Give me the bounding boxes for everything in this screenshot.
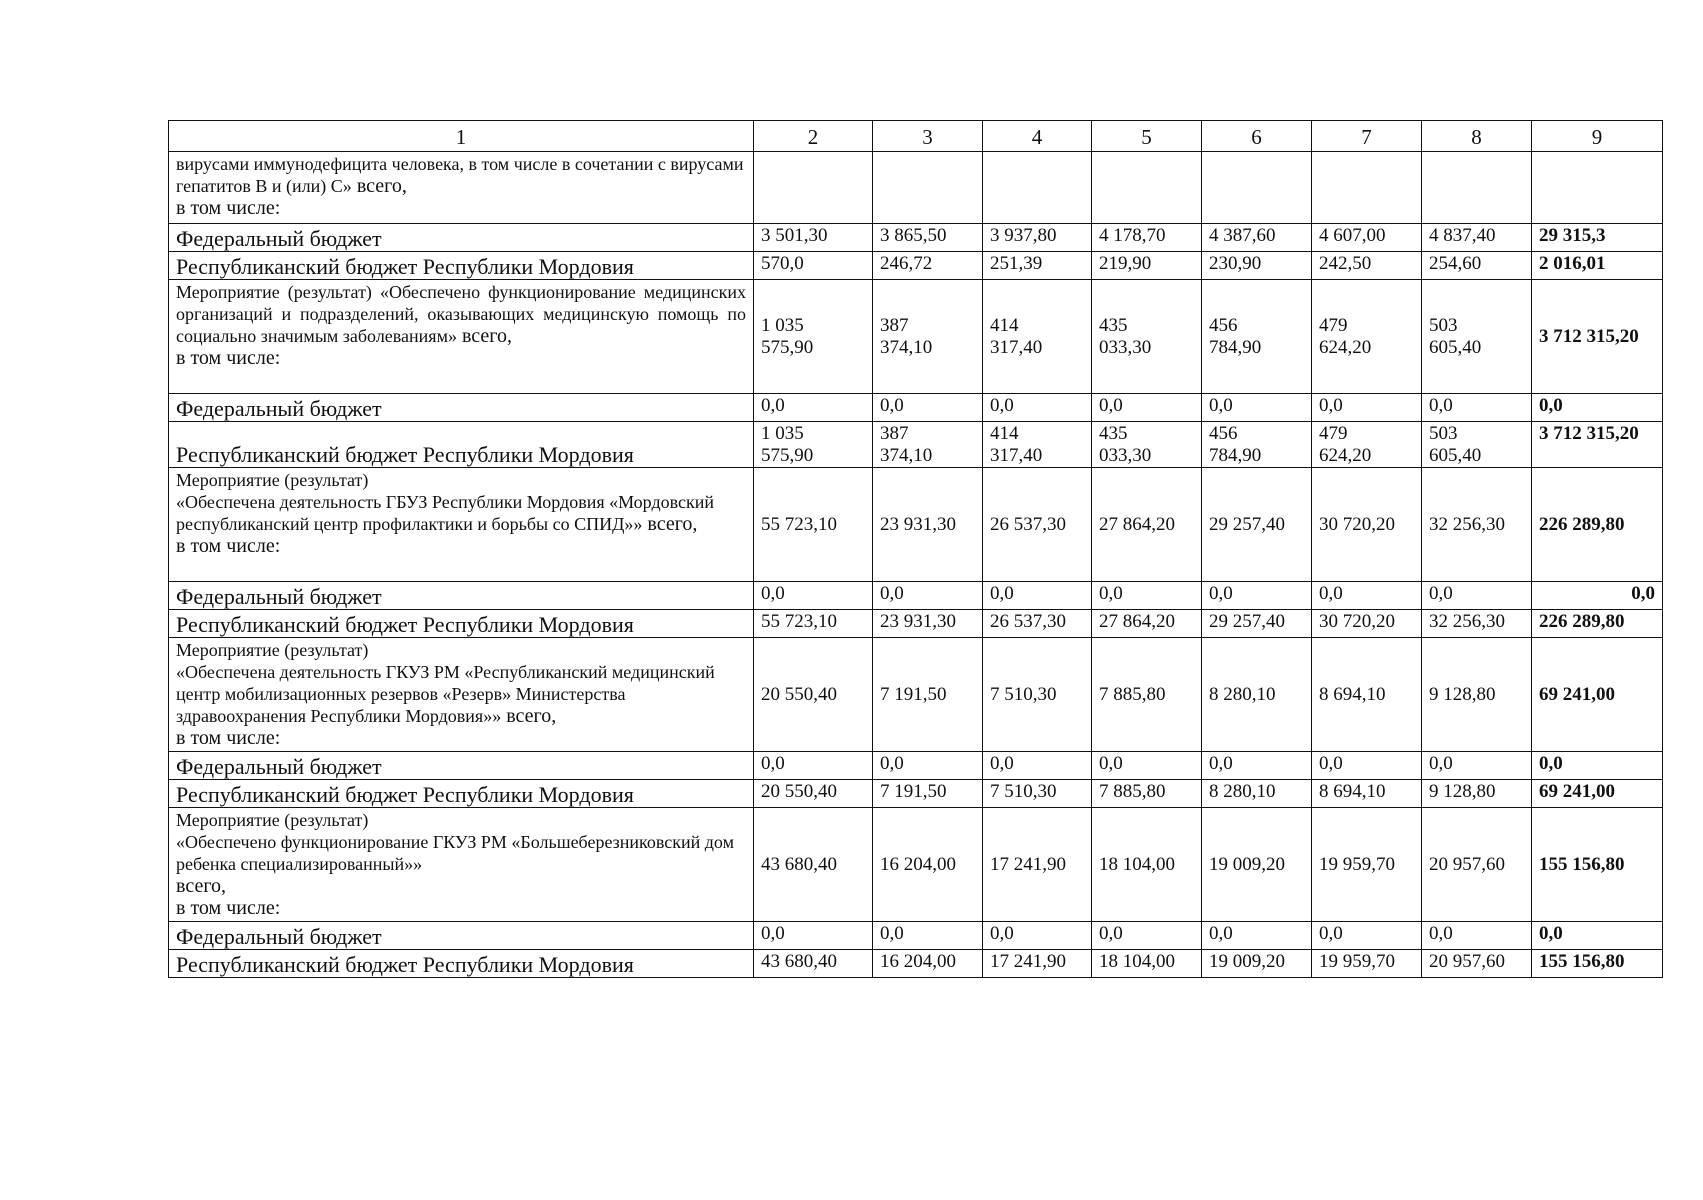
value-cell: 0,0 <box>1202 394 1312 422</box>
value-cell: 4 837,40 <box>1422 224 1532 252</box>
value-cell: 16 204,00 <box>873 950 983 978</box>
activity-label: Мероприятие (результат) «Обеспечено функционирование медицинских организаций и подразделений, оказывающих медицинскую помощь по социально значимым заболеваниям» <box>176 282 746 346</box>
value-cell: 16 204,00 <box>873 808 983 922</box>
value-cell: 0,0 <box>1312 752 1422 780</box>
value-cell: 26 537,30 <box>983 610 1092 638</box>
table-row <box>169 808 1663 922</box>
value-cell: 0,0 <box>873 922 983 950</box>
value-cell: 0,0 <box>983 922 1092 950</box>
value-cell: 23 931,30 <box>873 610 983 638</box>
value-cell: 32 256,30 <box>1422 468 1532 582</box>
activity-total-label: всего, <box>642 513 698 535</box>
value-cell: 55 723,10 <box>754 610 873 638</box>
table-row <box>169 152 1663 224</box>
header-cell: 4 <box>983 121 1092 152</box>
value-cell: 435 033,30 <box>1092 422 1202 468</box>
activity-sub-label: в том числе: <box>176 897 281 919</box>
table-row <box>169 950 1663 978</box>
value-cell: 219,90 <box>1092 252 1202 280</box>
value-cell: 30 720,20 <box>1312 610 1422 638</box>
value-cell: 246,72 <box>873 252 983 280</box>
table-row <box>169 780 1663 808</box>
budget-source-label: Федеральный бюджет <box>169 922 754 950</box>
activity-description <box>169 468 754 582</box>
value-cell: 26 537,30 <box>983 468 1092 582</box>
value-cell: 7 885,80 <box>1092 638 1202 752</box>
value-cell: 29 257,40 <box>1202 468 1312 582</box>
table-row <box>169 468 1663 582</box>
value-cell: 17 241,90 <box>983 950 1092 978</box>
value-cell: 0,0 <box>1422 582 1532 610</box>
activity-label: Мероприятие (результат) «Обеспечено функционирование ГКУЗ РМ «Большеберезниковский дом ребенка специализированный»» <box>176 810 734 874</box>
value-cell: 18 104,00 <box>1092 808 1202 922</box>
value-cell: 0,0 <box>1422 752 1532 780</box>
value-cell: 7 885,80 <box>1092 780 1202 808</box>
value-cell: 0,0 <box>1092 752 1202 780</box>
value-cell: 19 959,70 <box>1312 950 1422 978</box>
value-cell <box>1092 152 1202 224</box>
value-cell: 414 317,40 <box>983 422 1092 468</box>
table-row <box>169 922 1663 950</box>
value-cell: 0,0 <box>1312 394 1422 422</box>
header-cell: 9 <box>1532 121 1663 152</box>
activity-sub-label: в том числе: <box>176 197 281 219</box>
table-row <box>169 610 1663 638</box>
activity-description <box>169 808 754 922</box>
value-cell: 8 280,10 <box>1202 638 1312 752</box>
budget-source-label: Федеральный бюджет <box>169 582 754 610</box>
activity-sub-label: в том числе: <box>176 727 281 749</box>
value-cell: 0,0 <box>873 394 983 422</box>
header-cell: 3 <box>873 121 983 152</box>
total-value-cell: 3 712 315,20 <box>1532 280 1663 394</box>
total-value-cell: 155 156,80 <box>1532 808 1663 922</box>
value-cell <box>1202 152 1312 224</box>
activity-description <box>169 280 754 394</box>
value-cell: 9 128,80 <box>1422 780 1532 808</box>
value-cell: 19 009,20 <box>1202 950 1312 978</box>
value-cell: 0,0 <box>873 582 983 610</box>
value-cell: 7 510,30 <box>983 780 1092 808</box>
header-cell: 6 <box>1202 121 1312 152</box>
value-cell: 503 605,40 <box>1422 422 1532 468</box>
value-cell: 0,0 <box>983 752 1092 780</box>
value-cell: 230,90 <box>1202 252 1312 280</box>
header-cell: 1 <box>169 121 754 152</box>
budget-table <box>168 120 1663 978</box>
value-cell: 7 510,30 <box>983 638 1092 752</box>
table-row <box>169 422 1663 468</box>
value-cell: 479 624,20 <box>1312 280 1422 394</box>
value-cell: 20 957,60 <box>1422 950 1532 978</box>
value-cell <box>983 152 1092 224</box>
value-cell: 19 959,70 <box>1312 808 1422 922</box>
value-cell: 7 191,50 <box>873 638 983 752</box>
table-row <box>169 224 1663 252</box>
total-value-cell: 226 289,80 <box>1532 468 1663 582</box>
total-value-cell: 226 289,80 <box>1532 610 1663 638</box>
budget-source-label: Республиканский бюджет Республики Мордовия <box>169 422 754 468</box>
value-cell: 20 550,40 <box>754 638 873 752</box>
value-cell: 4 178,70 <box>1092 224 1202 252</box>
header-cell: 5 <box>1092 121 1202 152</box>
value-cell: 242,50 <box>1312 252 1422 280</box>
value-cell: 3 937,80 <box>983 224 1092 252</box>
value-cell: 4 387,60 <box>1202 224 1312 252</box>
activity-description <box>169 638 754 752</box>
budget-source-label: Республиканский бюджет Республики Мордовия <box>169 610 754 638</box>
value-cell: 8 694,10 <box>1312 780 1422 808</box>
value-cell: 387 374,10 <box>873 422 983 468</box>
budget-source-label: Республиканский бюджет Республики Мордовия <box>169 252 754 280</box>
value-cell: 32 256,30 <box>1422 610 1532 638</box>
total-value-cell: 2 016,01 <box>1532 252 1663 280</box>
value-cell: 0,0 <box>1312 582 1422 610</box>
total-value-cell: 29 315,3 <box>1532 224 1663 252</box>
activity-total-label: всего, <box>176 875 227 897</box>
activity-sub-label: в том числе: <box>176 347 281 369</box>
table-row <box>169 280 1663 394</box>
header-cell: 7 <box>1312 121 1422 152</box>
value-cell: 4 607,00 <box>1312 224 1422 252</box>
table-row <box>169 638 1663 752</box>
value-cell: 0,0 <box>1092 394 1202 422</box>
value-cell: 0,0 <box>754 752 873 780</box>
table-row <box>169 252 1663 280</box>
table-row <box>169 582 1663 610</box>
value-cell: 0,0 <box>1092 582 1202 610</box>
value-cell: 456 784,90 <box>1202 422 1312 468</box>
activity-total-label: всего, <box>456 325 513 347</box>
value-cell: 19 009,20 <box>1202 808 1312 922</box>
value-cell: 3 501,30 <box>754 224 873 252</box>
total-value-cell: 0,0 <box>1532 752 1663 780</box>
value-cell: 20 550,40 <box>754 780 873 808</box>
value-cell: 435 033,30 <box>1092 280 1202 394</box>
activity-total-label: всего, <box>501 705 557 727</box>
value-cell: 20 957,60 <box>1422 808 1532 922</box>
value-cell: 0,0 <box>983 394 1092 422</box>
budget-source-label: Республиканский бюджет Республики Мордовия <box>169 780 754 808</box>
value-cell: 43 680,40 <box>754 950 873 978</box>
value-cell: 503 605,40 <box>1422 280 1532 394</box>
total-value-cell: 3 712 315,20 <box>1532 422 1663 468</box>
total-value-cell: 155 156,80 <box>1532 950 1663 978</box>
value-cell: 251,39 <box>983 252 1092 280</box>
value-cell: 570,0 <box>754 252 873 280</box>
activity-label: Мероприятие (результат) «Обеспечена деятельность ГКУЗ РМ «Республиканский медицинский центр мобилизационных резервов «Резерв» Министерства здравоохранения Республики Мордовия»» <box>176 640 715 726</box>
value-cell: 414 317,40 <box>983 280 1092 394</box>
value-cell: 0,0 <box>1312 922 1422 950</box>
header-cell: 8 <box>1422 121 1532 152</box>
value-cell: 8 694,10 <box>1312 638 1422 752</box>
header-row <box>169 121 1663 152</box>
value-cell: 30 720,20 <box>1312 468 1422 582</box>
value-cell: 0,0 <box>754 394 873 422</box>
value-cell: 7 191,50 <box>873 780 983 808</box>
value-cell: 0,0 <box>1422 922 1532 950</box>
total-value-cell <box>1532 152 1663 224</box>
value-cell: 0,0 <box>1202 752 1312 780</box>
total-value-cell: 69 241,00 <box>1532 638 1663 752</box>
activity-label: Мероприятие (результат) «Обеспечена деятельность ГБУЗ Республики Мордовия «Мордовский республиканский центр профилактики и борьбы со СПИД»» <box>176 470 714 534</box>
value-cell: 27 864,20 <box>1092 610 1202 638</box>
total-value-cell: 0,0 <box>1532 922 1663 950</box>
budget-source-label: Федеральный бюджет <box>169 394 754 422</box>
value-cell: 29 257,40 <box>1202 610 1312 638</box>
value-cell: 0,0 <box>1202 582 1312 610</box>
value-cell: 55 723,10 <box>754 468 873 582</box>
value-cell: 0,0 <box>1202 922 1312 950</box>
value-cell: 27 864,20 <box>1092 468 1202 582</box>
value-cell: 23 931,30 <box>873 468 983 582</box>
value-cell: 17 241,90 <box>983 808 1092 922</box>
value-cell: 0,0 <box>983 582 1092 610</box>
activity-label: вирусами иммунодефицита человека, в том числе в сочетании с вирусами гепатитов B и (или) C» <box>176 154 744 196</box>
total-value-cell: 0,0 <box>1532 394 1663 422</box>
value-cell: 1 035 575,90 <box>754 280 873 394</box>
budget-source-label: Федеральный бюджет <box>169 752 754 780</box>
header-cell: 2 <box>754 121 873 152</box>
value-cell <box>873 152 983 224</box>
value-cell: 3 865,50 <box>873 224 983 252</box>
budget-source-label: Республиканский бюджет Республики Мордовия <box>169 950 754 978</box>
value-cell: 1 035 575,90 <box>754 422 873 468</box>
value-cell: 387 374,10 <box>873 280 983 394</box>
table-body <box>169 121 1663 978</box>
value-cell <box>1312 152 1422 224</box>
activity-sub-label: в том числе: <box>176 535 281 557</box>
total-value-cell: 0,0 <box>1532 582 1663 610</box>
value-cell: 43 680,40 <box>754 808 873 922</box>
value-cell: 0,0 <box>754 582 873 610</box>
value-cell: 0,0 <box>1422 394 1532 422</box>
value-cell: 18 104,00 <box>1092 950 1202 978</box>
activity-description <box>169 152 754 224</box>
budget-source-label: Федеральный бюджет <box>169 224 754 252</box>
value-cell <box>754 152 873 224</box>
table-row <box>169 752 1663 780</box>
value-cell: 8 280,10 <box>1202 780 1312 808</box>
value-cell: 456 784,90 <box>1202 280 1312 394</box>
value-cell <box>1422 152 1532 224</box>
value-cell: 254,60 <box>1422 252 1532 280</box>
value-cell: 479 624,20 <box>1312 422 1422 468</box>
value-cell: 0,0 <box>754 922 873 950</box>
value-cell: 9 128,80 <box>1422 638 1532 752</box>
total-value-cell: 69 241,00 <box>1532 780 1663 808</box>
table-row <box>169 394 1663 422</box>
value-cell: 0,0 <box>1092 922 1202 950</box>
activity-total-label: всего, <box>351 175 407 197</box>
value-cell: 0,0 <box>873 752 983 780</box>
